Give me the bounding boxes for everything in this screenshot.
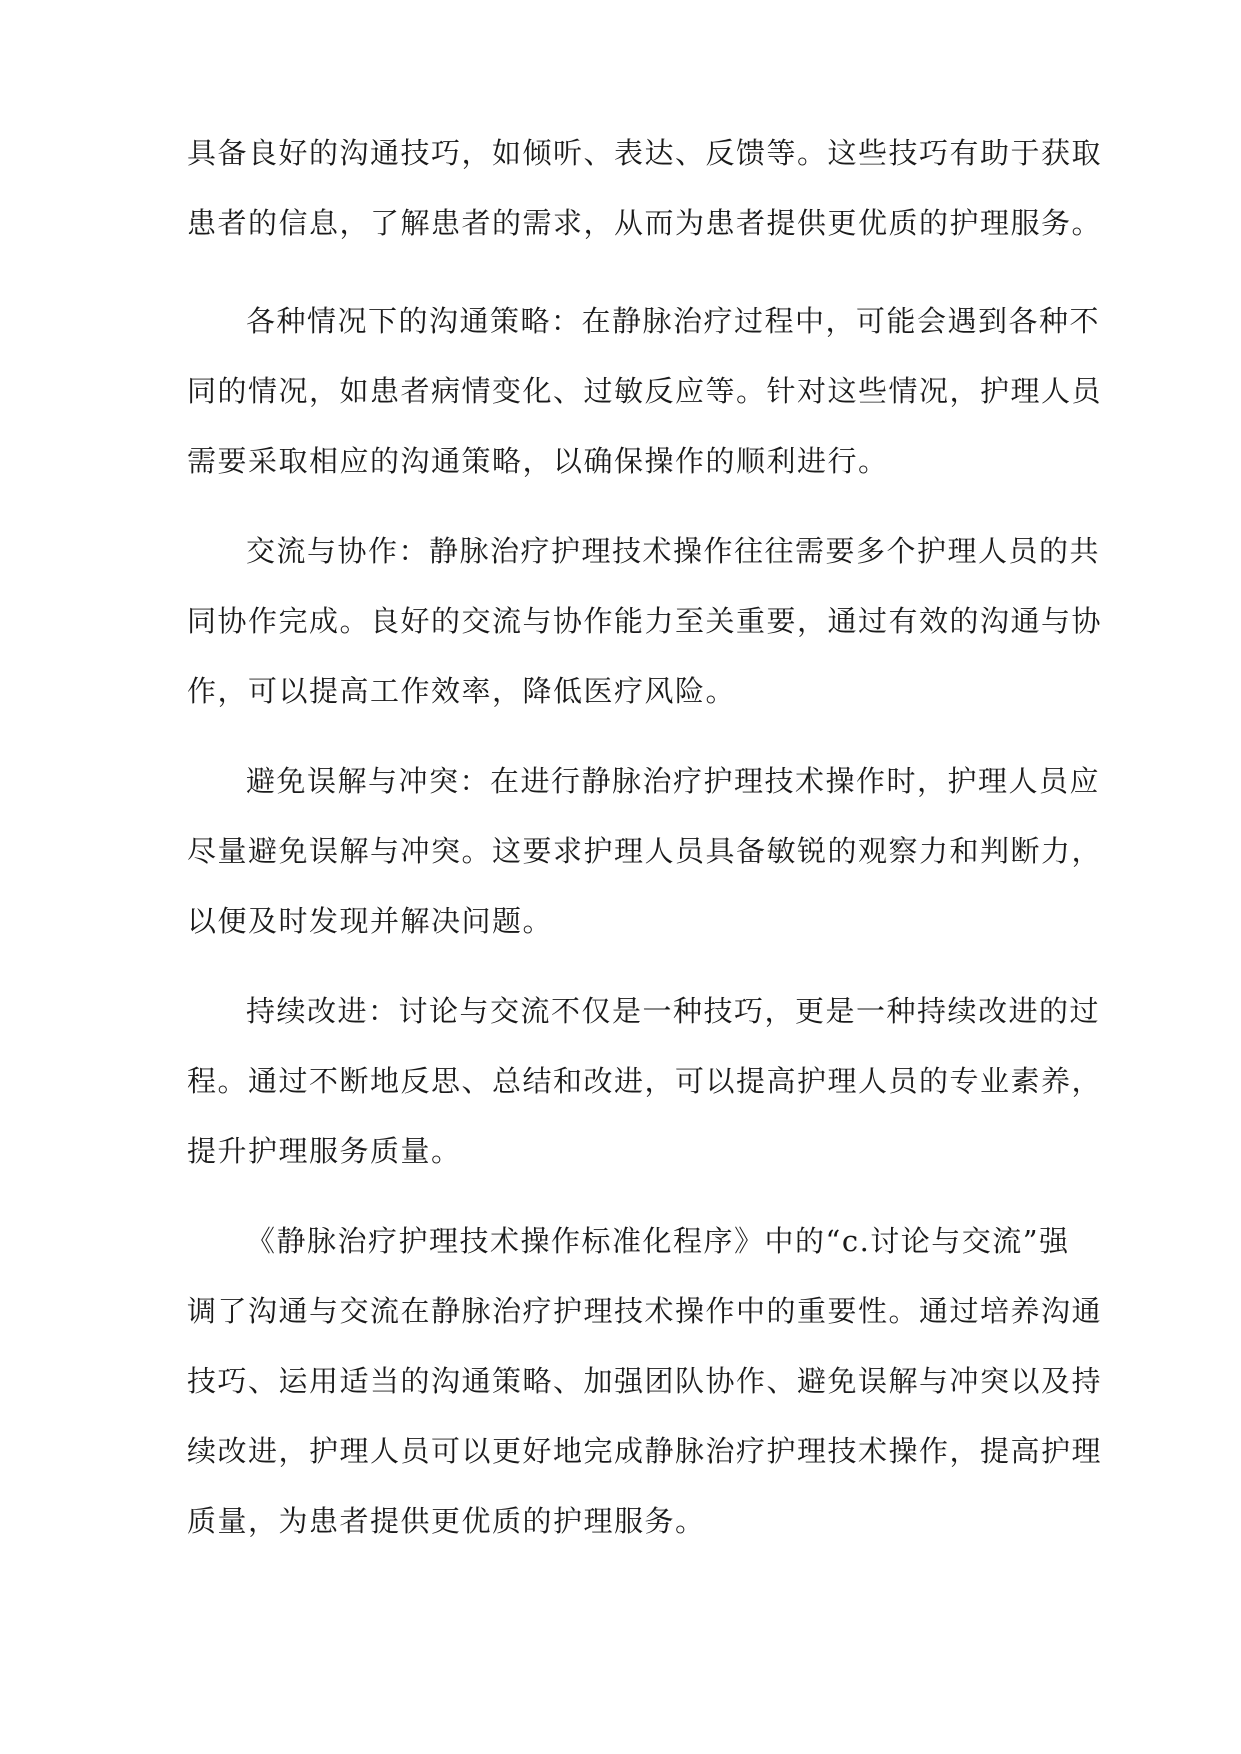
text-line: 同的情况，如患者病情变化、过敏反应等。针对这些情况，护理人员 [187, 374, 1103, 408]
paragraph-first-line: 交流与协作：静脉治疗护理技术操作往往需要多个护理人员的共 [246, 534, 1101, 568]
text-line: 作，可以提高工作效率，降低医疗风险。 [187, 674, 737, 708]
text-line: 提升护理服务质量。 [187, 1134, 462, 1168]
text-line: 需要采取相应的沟通策略，以确保操作的顺利进行。 [187, 444, 889, 478]
text-line: 程。通过不断地反思、总结和改进，可以提高护理人员的专业素养， [187, 1064, 1103, 1098]
text-line: 质量，为患者提供更优质的护理服务。 [187, 1504, 706, 1538]
text-line: 同协作完成。良好的交流与协作能力至关重要，通过有效的沟通与协 [187, 604, 1103, 638]
text-line: 以便及时发现并解决问题。 [187, 904, 554, 938]
text-line: 调了沟通与交流在静脉治疗护理技术操作中的重要性。通过培养沟通 [187, 1294, 1103, 1328]
paragraph-first-line: 各种情况下的沟通策略：在静脉治疗过程中，可能会遇到各种不 [246, 304, 1101, 338]
text-line: 技巧、运用适当的沟通策略、加强团队协作、避免误解与冲突以及持 [187, 1364, 1103, 1398]
text-line: 具备良好的沟通技巧，如倾听、表达、反馈等。这些技巧有助于获取 [187, 136, 1103, 170]
paragraph-first-line: 避免误解与冲突：在进行静脉治疗护理技术操作时，护理人员应 [246, 764, 1101, 798]
text-line: 患者的信息，了解患者的需求，从而为患者提供更优质的护理服务。 [187, 206, 1103, 240]
paragraph-first-line: 持续改进：讨论与交流不仅是一种技巧，更是一种持续改进的过 [246, 994, 1101, 1028]
text-line: 尽量避免误解与冲突。这要求护理人员具备敏锐的观察力和判断力， [187, 834, 1103, 868]
text-line: 续改进，护理人员可以更好地完成静脉治疗护理技术操作，提高护理 [187, 1434, 1103, 1468]
paragraph-first-line: 《静脉治疗护理技术操作标准化程序》中的“c.讨论与交流”强 [246, 1224, 1070, 1258]
